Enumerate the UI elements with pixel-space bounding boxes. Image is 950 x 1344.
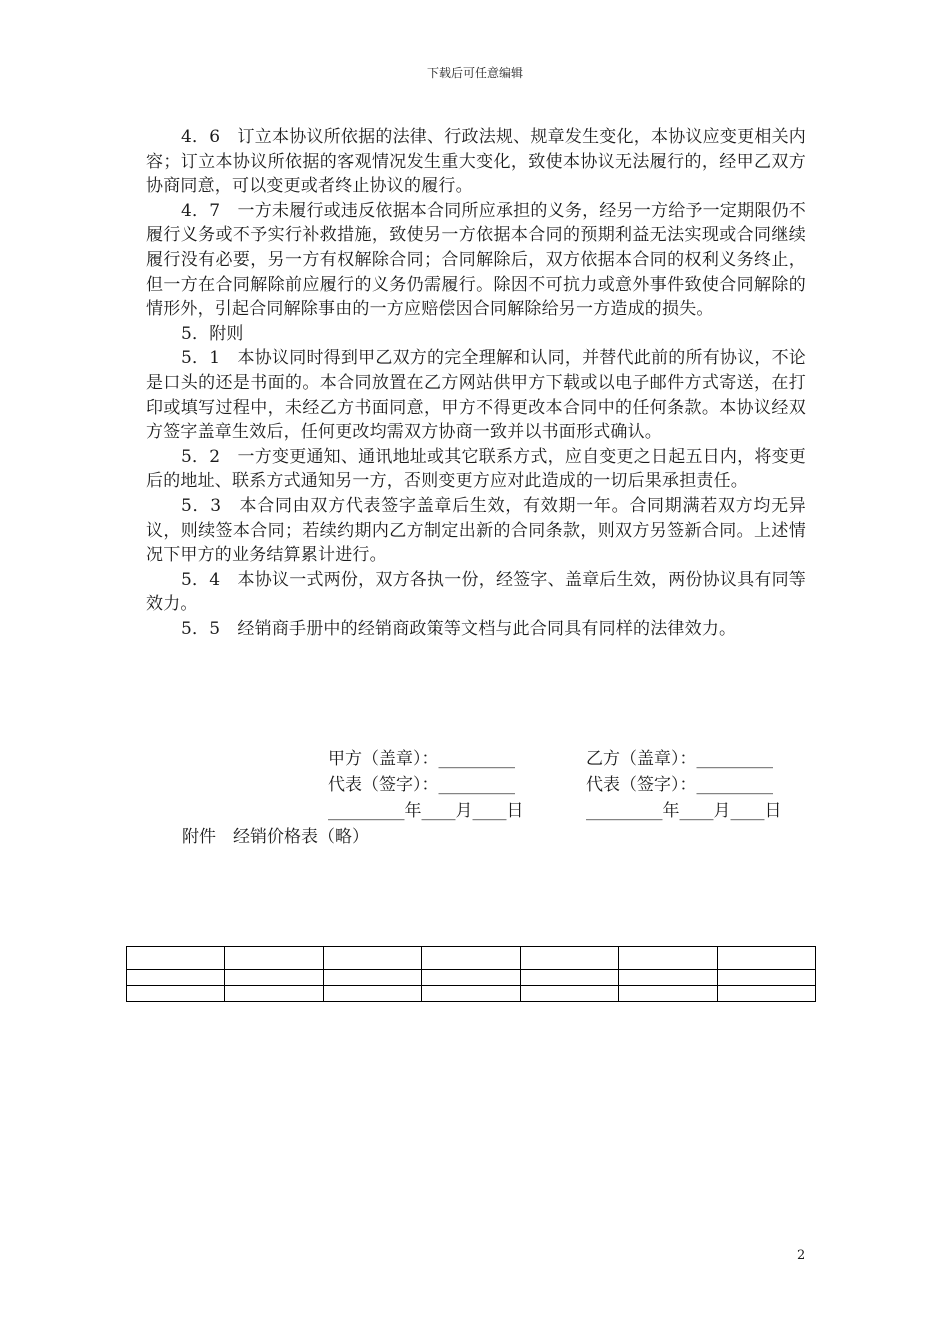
party-a-representative: 代表（签字）：_________	[328, 775, 515, 795]
table-cell	[323, 970, 421, 986]
signature-rep-row	[146, 772, 816, 798]
table-cell	[127, 986, 225, 1002]
table-cell	[225, 947, 323, 970]
table-row	[127, 970, 816, 986]
party-a-date: _________年____月____日	[328, 801, 524, 821]
clause-5-5: 5．5 经销商手册中的经销商政策等文档与此合同具有同样的法律效力。	[181, 618, 737, 639]
clause-5-1: 5．1 本协议同时得到甲乙双方的完全理解和认同，并替代此前的所有协议，不论是口头的还是书面的。本合同放置在乙方网站供甲方下载或以电子邮件方式寄送，在打印或填写过程中，未经乙方书面同意，甲方不得更改本合同中的任何条款。本协议经双方签字盖章生效后，任何更改均需双方协商一致并以书面形式确认。	[146, 348, 806, 443]
table-cell	[619, 986, 717, 1002]
table-cell	[717, 986, 815, 1002]
clause-4-6: 4．6 订立本协议所依据的法律、行政法规、规章发生变化，本协议应变更相关内容；订立本协议所依据的客观情况发生重大变化，致使本协议无法履行的，经甲乙双方协商同意，可以变更或者终止协议的履行。	[146, 127, 806, 197]
table-cell	[225, 986, 323, 1002]
table-row	[127, 947, 816, 970]
party-a-seal: 甲方（盖章）：_________	[328, 749, 515, 769]
table-cell	[422, 970, 520, 986]
table-cell	[520, 947, 618, 970]
section-5-heading: 5．附则	[181, 323, 244, 344]
table-cell	[422, 947, 520, 970]
party-b-representative: 代表（签字）：_________	[586, 775, 773, 795]
signature-block	[146, 746, 816, 824]
table-row	[127, 986, 816, 1002]
party-b-date: _________年____月____日	[586, 801, 782, 821]
table-cell	[323, 947, 421, 970]
table-cell	[717, 970, 815, 986]
clause-5-2: 5．2 一方变更通知、通讯地址或其它联系方式，应自变更之日起五日内，将变更后的地址、联系方式通知另一方，否则变更方应对此造成的一切后果承担责任。	[146, 446, 806, 492]
clause-5-3: 5．3 本合同由双方代表签字盖章后生效，有效期一年。合同期满若双方均无异议，则续签本合同；若续约期内乙方制定出新的合同条款，则双方另签新合同。上述情况下甲方的业务结算累计进行。	[146, 495, 806, 566]
clause-4-7: 4．7 一方未履行或违反依据本合同所应承担的义务，经另一方给予一定期限仍不履行义务或不予实行补救措施，致使另一方依据本合同的预期利益无法实现或合同继续履行没有必要，另一方有权解除合同；合同解除后，双方依据本合同的权利义务终止，但一方在合同解除前应履行的义务仍需履行。除因不可抗力或意外事件致使合同解除的情形外，引起合同解除事由的一方应赔偿因合同解除给另一方造成的损失。	[146, 200, 806, 320]
price-table	[126, 946, 816, 1002]
party-b-seal: 乙方（盖章）：_________	[586, 749, 773, 769]
signature-seal-row	[146, 746, 816, 772]
signature-date-row	[146, 798, 816, 824]
table-cell	[619, 970, 717, 986]
table-cell	[520, 970, 618, 986]
table-cell	[127, 970, 225, 986]
attachment-note: 附件 经销价格表（略）	[182, 827, 369, 847]
table-cell	[323, 986, 421, 1002]
clause-5-4: 5．4 本协议一式两份，双方各执一份，经签字、盖章后生效，两份协议具有同等效力。	[146, 569, 806, 615]
table-cell	[717, 947, 815, 970]
table-cell	[127, 947, 225, 970]
table-cell	[422, 986, 520, 1002]
table-cell	[619, 947, 717, 970]
table-cell	[225, 970, 323, 986]
contract-body	[146, 125, 806, 641]
header-note: 下载后可任意编辑	[426, 66, 523, 80]
page-number: 2	[797, 1248, 806, 1263]
table-cell	[520, 986, 618, 1002]
